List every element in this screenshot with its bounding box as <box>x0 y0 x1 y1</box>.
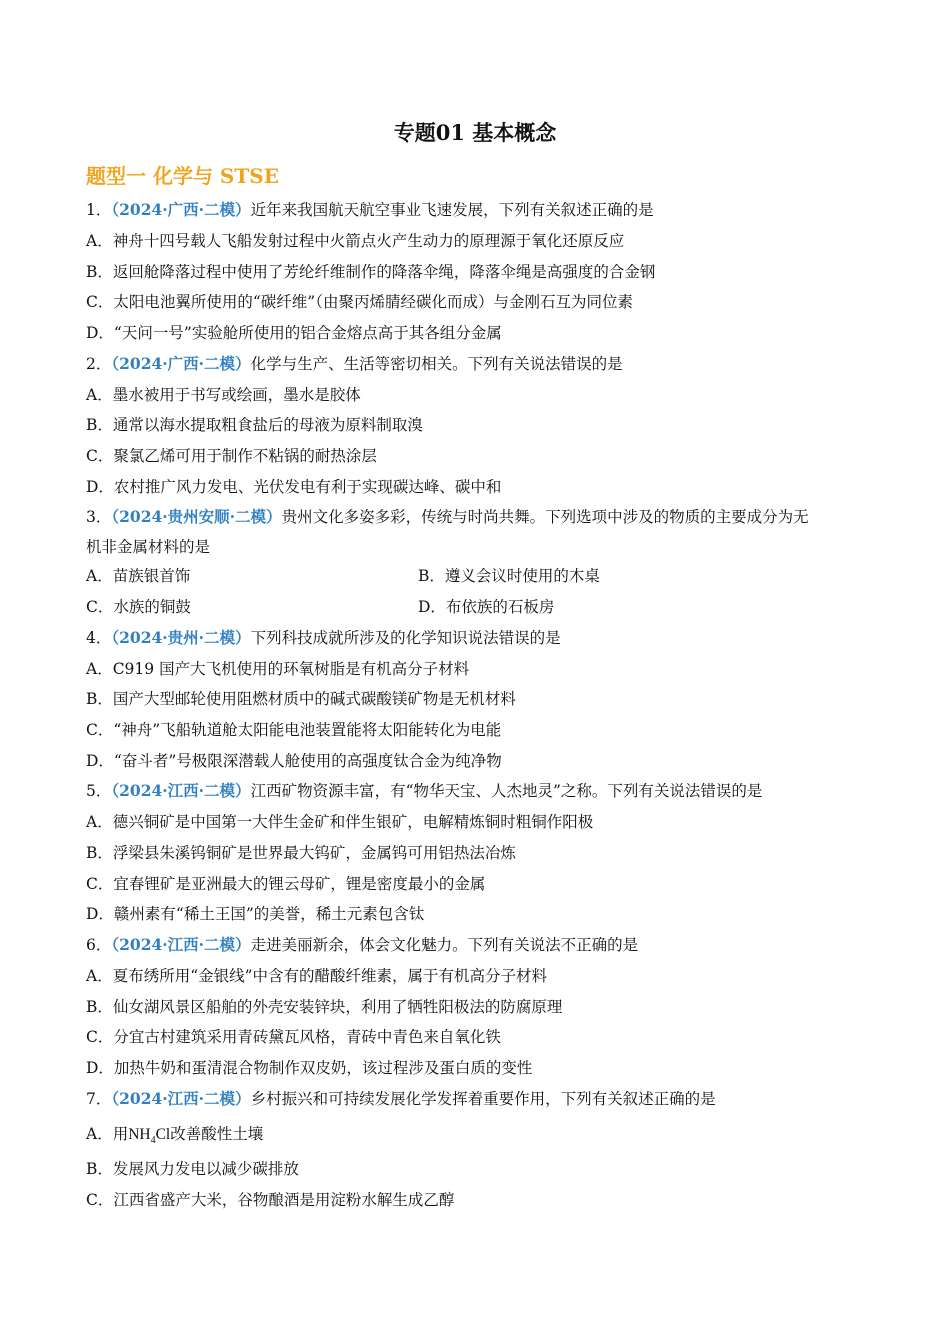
option-prefix: A．用 <box>86 1125 129 1143</box>
question-1-option-a: A．神舟十四号载人飞船发射过程中火箭点火产生动力的原理源于氧化还原反应 <box>86 232 625 250</box>
question-text: 化学与生产、生活等密切相关。下列有关说法错误的是 <box>250 355 623 373</box>
question-7-option-c: C．江西省盛产大米，谷物酿酒是用淀粉水解生成乙醇 <box>86 1191 455 1209</box>
question-4-stem <box>86 628 561 648</box>
question-7-option-a <box>86 1124 263 1151</box>
question-source: （2024·广西·二模） <box>111 354 251 373</box>
question-source: （2024·江西·二模） <box>111 781 251 800</box>
question-3-option-a: A．苗族银首饰 <box>86 567 191 585</box>
formula-part: Cl <box>155 1126 171 1143</box>
question-3-option-b: B．遵义会议时使用的木桌 <box>418 567 600 585</box>
question-3-stem <box>86 507 809 527</box>
question-number: 7． <box>86 1090 112 1108</box>
question-3-option-d: D．布依族的石板房 <box>418 598 555 616</box>
question-3-stem-continued: 机非金属材料的是 <box>86 538 211 556</box>
question-2-option-a: A．墨水被用于书写或绘画，墨水是胶体 <box>86 386 361 404</box>
question-1-option-b: B．返回舱降落过程中使用了芳纶纤维制作的降落伞绳，降落伞绳是高强度的合金钢 <box>86 263 656 281</box>
formula-part: NH <box>128 1126 151 1143</box>
question-2-option-d: D．农村推广风力发电、光伏发电有利于实现碳达峰、碳中和 <box>86 478 502 496</box>
question-number: 5． <box>86 782 112 800</box>
question-2-option-c: C．聚氯乙烯可用于制作不粘锅的耐热涂层 <box>86 447 377 465</box>
question-2-option-b: B．通常以海水提取粗食盐后的母液为原料制取溴 <box>86 416 423 434</box>
question-source: （2024·广西·二模） <box>111 200 251 219</box>
question-text: 下列科技成就所涉及的化学知识说法错误的是 <box>250 629 561 647</box>
question-text: 乡村振兴和可持续发展化学发挥着重要作用，下列有关叙述正确的是 <box>250 1090 716 1108</box>
formula-subscript: 4 <box>150 1135 156 1147</box>
question-text: 贵州文化多姿多彩，传统与时尚共舞。下列选项中涉及的物质的主要成分为无 <box>281 508 809 526</box>
page-title: 专题01 基本概念 <box>393 120 557 145</box>
question-6-option-b: B．仙女湖风景区船舶的外壳安装锌块，利用了牺牲阳极法的防腐原理 <box>86 998 563 1016</box>
question-2-stem <box>86 354 623 374</box>
question-5-option-c: C．宜春锂矿是亚洲最大的锂云母矿，锂是密度最小的金属 <box>86 875 486 893</box>
question-source: （2024·江西·二模） <box>111 935 251 954</box>
question-source: （2024·贵州安顺·二模） <box>111 507 282 526</box>
question-source: （2024·贵州·二模） <box>111 628 251 647</box>
question-7-stem <box>86 1089 716 1109</box>
question-number: 1． <box>86 201 112 219</box>
question-7-option-b: B．发展风力发电以减少碳排放 <box>86 1160 299 1178</box>
question-4-option-b: B．国产大型邮轮使用阻燃材质中的碱式碳酸镁矿物是无机材料 <box>86 690 516 708</box>
question-5-option-b: B．浮梁县朱溪钨铜矿是世界最大钨矿，金属钨可用铝热法冶炼 <box>86 844 516 862</box>
question-6-option-d: D．加热牛奶和蛋清混合物制作双皮奶，该过程涉及蛋白质的变性 <box>86 1059 533 1077</box>
question-4-option-a: A．C919 国产大飞机使用的环氧树脂是有机高分子材料 <box>86 660 470 678</box>
section-heading: 题型一 化学与 STSE <box>86 164 279 188</box>
question-number: 3． <box>86 508 112 526</box>
question-5-stem <box>86 781 762 801</box>
question-6-option-a: A．夏布绣所用“金银线”中含有的醋酸纤维素，属于有机高分子材料 <box>86 967 548 985</box>
question-6-option-c: C．分宜古村建筑采用青砖黛瓦风格，青砖中青色来自氧化铁 <box>86 1028 501 1046</box>
question-5-option-d: D．赣州素有“稀土王国”的美誉，稀土元素包含钛 <box>86 905 425 923</box>
question-1-option-c: C．太阳电池翼所使用的“碳纤维”（由聚丙烯腈经碳化而成）与金刚石互为同位素 <box>86 293 633 311</box>
question-4-option-c: C．“神舟”飞船轨道舱太阳能电池装置能将太阳能转化为电能 <box>86 721 502 739</box>
question-1-stem <box>86 200 654 220</box>
option-text: 改善酸性土壤 <box>170 1125 264 1143</box>
question-number: 6． <box>86 936 112 954</box>
question-3-option-c: C．水族的铜鼓 <box>86 598 191 616</box>
question-number: 4． <box>86 629 112 647</box>
question-1-option-d: D．“天问一号”实验舱所使用的铝合金熔点高于其各组分金属 <box>86 324 502 342</box>
question-4-option-d: D．“奋斗者”号极限深潜载人舱使用的高强度钛合金为纯净物 <box>86 752 502 770</box>
question-text: 江西矿物资源丰富，有“物华天宝、人杰地灵”之称。下列有关说法错误的是 <box>250 782 763 800</box>
question-6-stem <box>86 935 638 955</box>
question-text: 近年来我国航天航空事业飞速发展，下列有关叙述正确的是 <box>250 201 654 219</box>
question-text: 走进美丽新余，体会文化魅力。下列有关说法不正确的是 <box>250 936 639 954</box>
question-source: （2024·江西·二模） <box>111 1089 251 1108</box>
question-number: 2． <box>86 355 112 373</box>
question-5-option-a: A．德兴铜矿是中国第一大伴生金矿和伴生银矿，电解精炼铜时粗铜作阳极 <box>86 813 594 831</box>
